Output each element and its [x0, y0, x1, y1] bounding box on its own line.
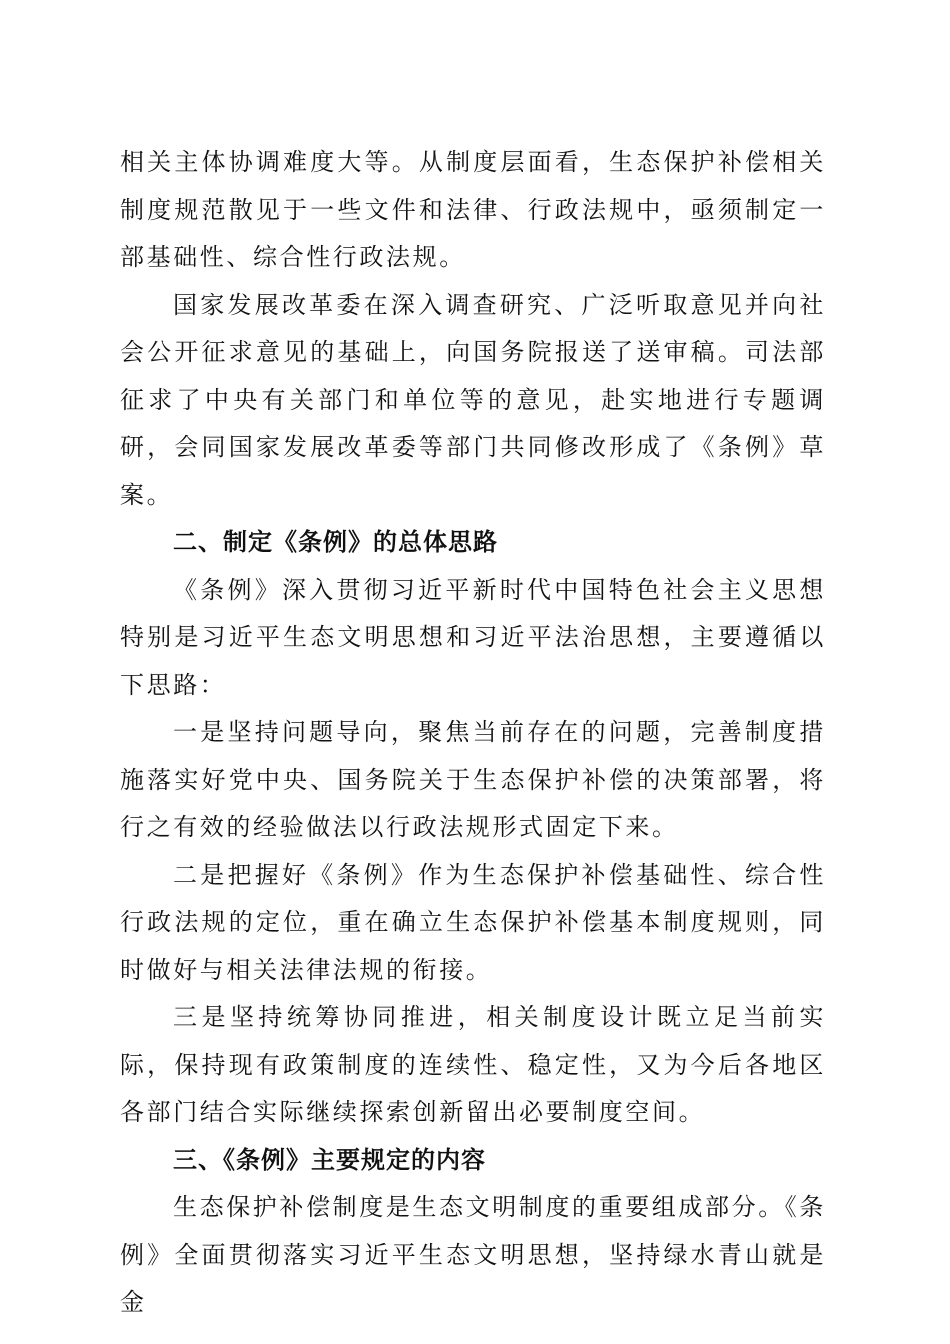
section-heading-main-provisions: 三、《条例》主要规定的内容: [173, 1145, 486, 1174]
paragraph-main-provisions-intro: 生态保护补偿制度是生态文明制度的重要组成部分。《条例》全面贯彻落实习近平生态文明思想，坚持绿水青山就是金: [120, 1193, 826, 1316]
section-heading-overall-approach: 二、制定《条例》的总体思路: [173, 528, 498, 556]
paragraph-principle-three: 三是坚持统筹协同推进，相关制度设计既立足当前实际，保持现有政策制度的连续性、稳定性，又为今后各地区各部门结合实际继续探索创新留出必要制度空间。: [120, 1003, 826, 1126]
paragraph-principle-one: 一是坚持问题导向，聚焦当前存在的问题，完善制度措施落实好党中央、国务院关于生态保护补偿的决策部署，将行之有效的经验做法以行政法规形式固定下来。: [120, 718, 826, 841]
paragraph-guiding-thought: 《条例》深入贯彻习近平新时代中国特色社会主义思想特别是习近平生态文明思想和习近平法治思想，主要遵循以下思路：: [120, 575, 826, 699]
paragraph-continuation: 相关主体协调难度大等。从制度层面看，生态保护补偿相关制度规范散见于一些文件和法律、行政法规中，亟须制定一部基础性、综合性行政法规。: [120, 148, 826, 271]
document-body: [120, 139, 826, 1327]
paragraph-principle-two: 二是把握好《条例》作为生态保护补偿基础性、综合性行政法规的定位，重在确立生态保护补偿基本制度规则，同时做好与相关法律法规的衔接。: [120, 860, 826, 984]
paragraph-drafting-process: 国家发展改革委在深入调查研究、广泛听取意见并向社会公开征求意见的基础上，向国务院报送了送审稿。司法部征求了中央有关部门和单位等的意见，赴实地进行专题调研，会同国家发展改革委等部门共同修改形成了《条例》草案。: [120, 290, 826, 509]
